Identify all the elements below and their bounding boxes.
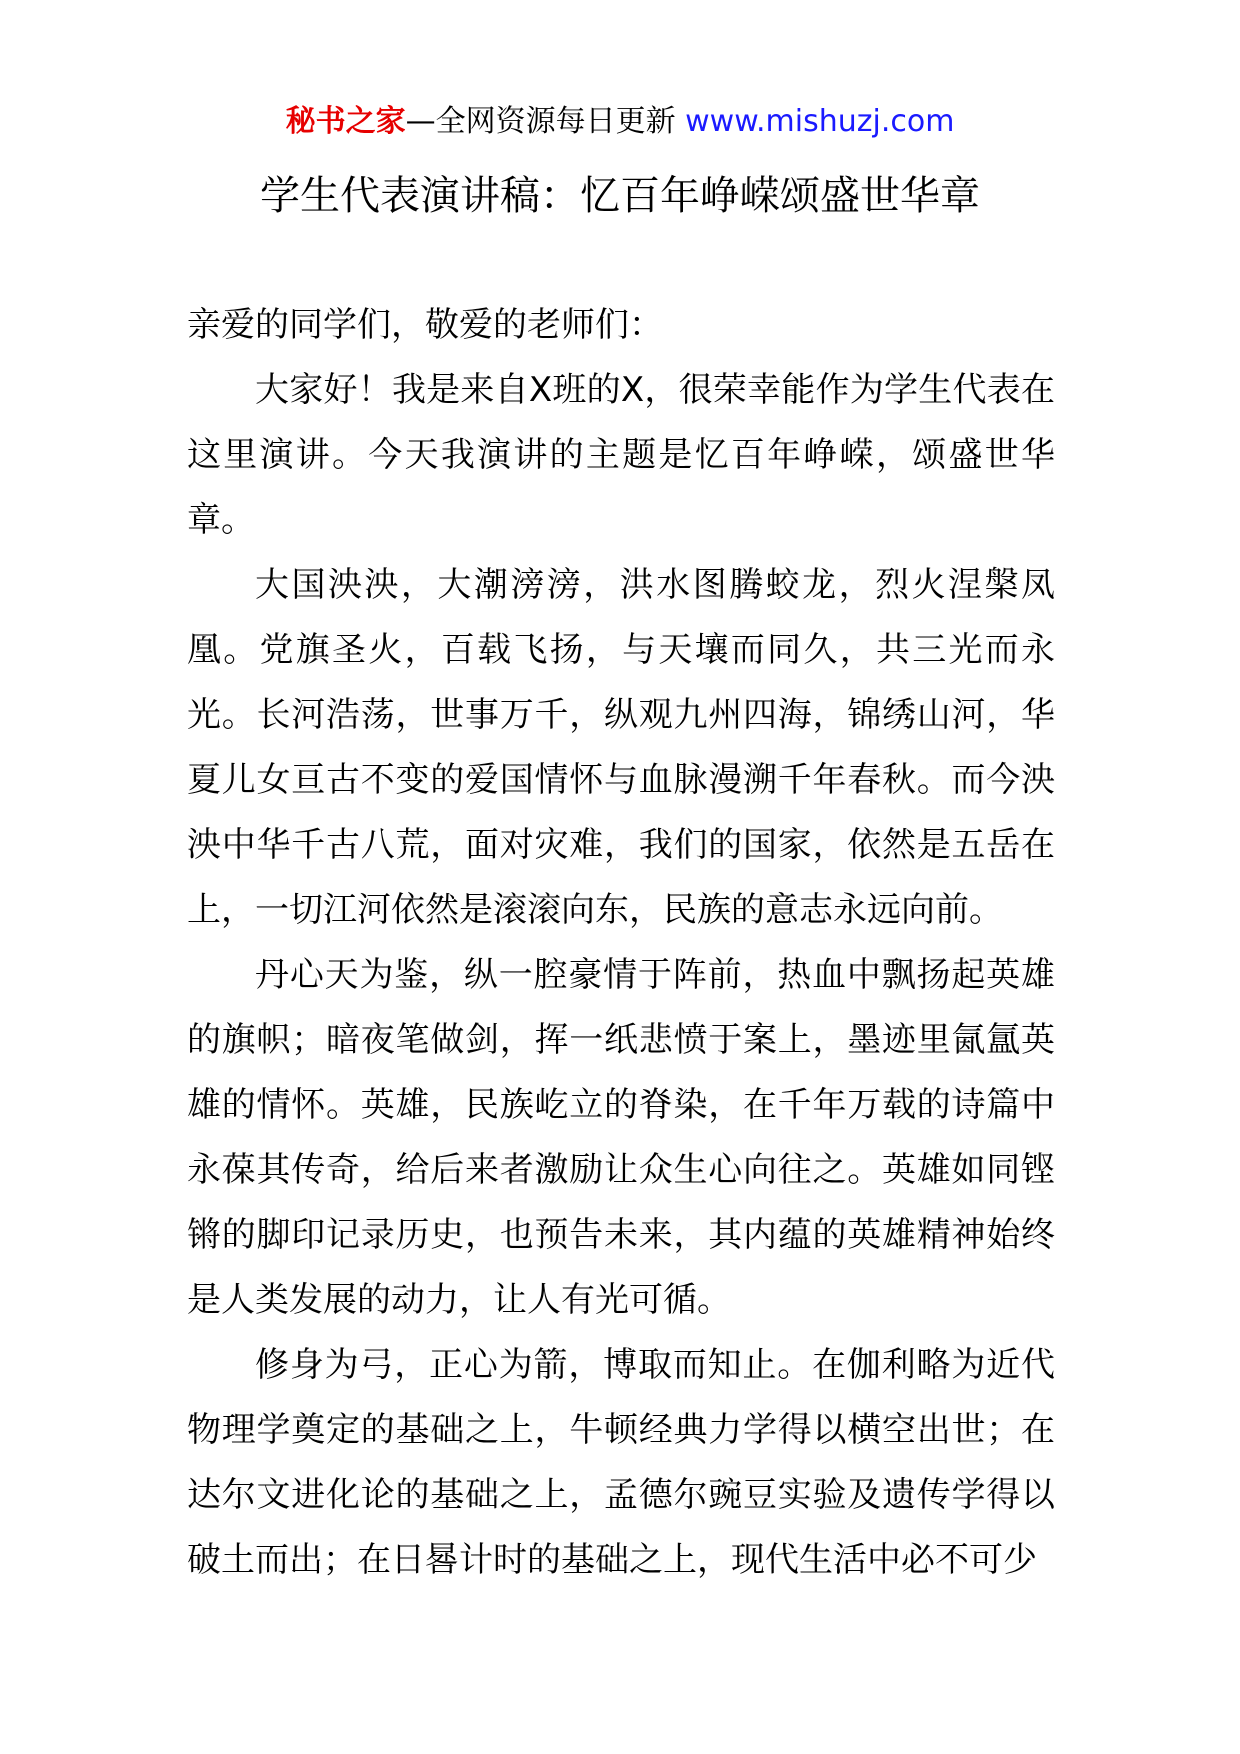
paragraph: 丹心天为鉴，纵一腔豪情于阵前，热血中飘扬起英雄的旗帜；暗夜笔做剑，挥一纸悲愤于案上，墨迹里氤氲英雄的情怀。英雄，民族屹立的脊染，在千年万载的诗篇中永葆其传奇，给后来者激励让众生心向往之。英雄如同铿锵的脚印记录历史，也预告未来，其内蕴的英雄精神始终是人类发展的动力，让人有光可循。 [187,955,1055,1320]
document-body [187,293,1055,1593]
salutation: 亲爱的同学们，敬爱的老师们： [187,305,663,345]
paragraph: 修身为弓，正心为箭，博取而知止。在伽利略为近代物理学奠定的基础之上，牛顿经典力学得以横空出世；在达尔文进化论的基础之上，孟德尔豌豆实验及遗传学得以破土而出；在日晷计时的基础之上，现代生活中必不可少 [187,1345,1055,1580]
site-url-link[interactable]: www.mishuzj.com [685,104,955,139]
brand-name: 秘书之家 [285,104,406,139]
paragraph: 大国泱泱，大潮滂滂，洪水图腾蛟龙，烈火涅槃凤凰。党旗圣火，百载飞扬，与天壤而同久，共三光而永光。长河浩荡，世事万千，纵观九州四海，锦绣山河，华夏儿女亘古不变的爱国情怀与血脉漫溯千年春秋。而今泱泱中华千古八荒，面对灾难，我们的国家，依然是五岳在上，一切江河依然是滚滚向东，民族的意志永远向前。 [187,565,1055,930]
paragraph: 大家好！我是来自X班的X，很荣幸能作为学生代表在这里演讲。今天我演讲的主题是忆百年峥嵘，颂盛世华章。 [187,370,1055,540]
document-title: 学生代表演讲稿：忆百年峥嵘颂盛世华章 [260,173,980,219]
site-slogan: —全网资源每日更新 [405,104,686,139]
site-header [0,100,1240,144]
